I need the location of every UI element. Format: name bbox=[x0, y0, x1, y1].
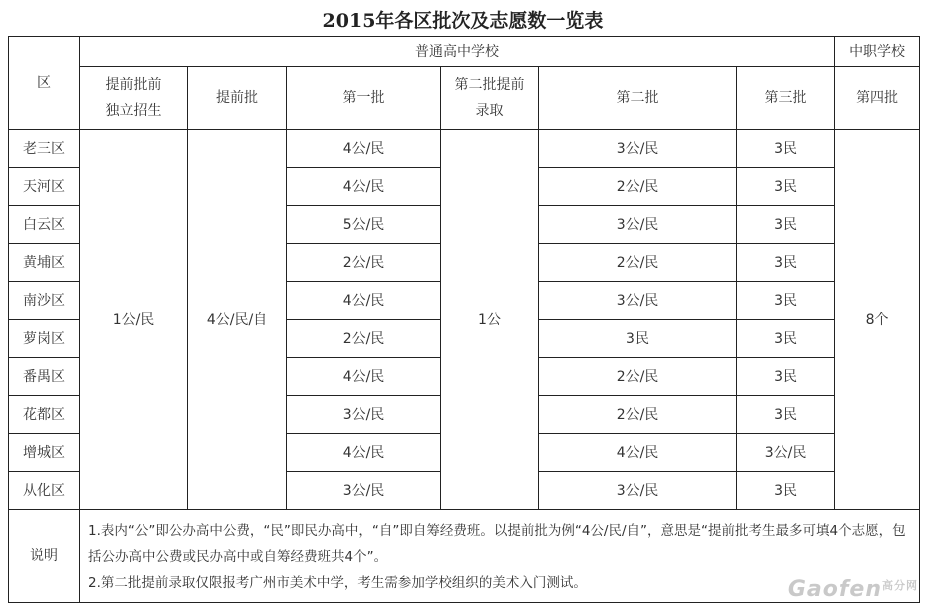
third-batch-cell: 3民 bbox=[737, 282, 835, 320]
third-batch-cell: 3民 bbox=[737, 168, 835, 206]
third-batch-cell: 3民 bbox=[737, 130, 835, 168]
district-cell: 从化区 bbox=[9, 472, 80, 510]
district-cell: 老三区 bbox=[9, 130, 80, 168]
second-batch-cell: 3公/民 bbox=[539, 130, 737, 168]
page-title: 2015年各区批次及志愿数一览表 bbox=[322, 10, 604, 32]
column-header: 提前批 bbox=[188, 67, 287, 130]
district-cell: 番禺区 bbox=[9, 358, 80, 396]
third-batch-cell: 3公/民 bbox=[737, 434, 835, 472]
third-batch-cell: 3民 bbox=[737, 472, 835, 510]
third-batch-cell: 3民 bbox=[737, 320, 835, 358]
early-independent-cell: 1公/民 bbox=[80, 130, 188, 510]
district-cell: 天河区 bbox=[9, 168, 80, 206]
general-high-header: 普通高中学校 bbox=[80, 37, 835, 67]
first-batch-cell: 5公/民 bbox=[287, 206, 441, 244]
second-batch-cell: 3民 bbox=[539, 320, 737, 358]
column-header: 提前批前 独立招生 bbox=[80, 67, 188, 130]
early-batch-cell: 4公/民/自 bbox=[188, 130, 287, 510]
watermark-logo bbox=[788, 577, 918, 602]
second-early-cell: 1公 bbox=[441, 130, 539, 510]
first-batch-cell: 3公/民 bbox=[287, 472, 441, 510]
first-batch-cell: 2公/民 bbox=[287, 320, 441, 358]
table-row bbox=[9, 130, 920, 168]
third-batch-cell: 3民 bbox=[737, 206, 835, 244]
vocational-header: 中职学校 bbox=[835, 37, 920, 67]
column-header: 第二批 bbox=[539, 67, 737, 130]
first-batch-cell: 4公/民 bbox=[287, 358, 441, 396]
column-header: 第三批 bbox=[737, 67, 835, 130]
note-1: 1.表内“公”即公办高中公费，“民”即民办高中，“自”即自筹经费班。以提前批为例“4公/民/自”，意思是“提前批考生最多可填4个志愿，包括公办高中公费或民办高中或自筹经费班共4个”。 bbox=[88, 523, 906, 565]
second-batch-cell: 2公/民 bbox=[539, 244, 737, 282]
second-batch-cell: 2公/民 bbox=[539, 396, 737, 434]
third-batch-cell: 3民 bbox=[737, 396, 835, 434]
second-batch-cell: 3公/民 bbox=[539, 472, 737, 510]
second-batch-cell: 3公/民 bbox=[539, 282, 737, 320]
district-cell: 黄埔区 bbox=[9, 244, 80, 282]
second-batch-cell: 3公/民 bbox=[539, 206, 737, 244]
first-batch-cell: 4公/民 bbox=[287, 168, 441, 206]
column-header: 第一批 bbox=[287, 67, 441, 130]
third-batch-cell: 3民 bbox=[737, 358, 835, 396]
batch-table bbox=[8, 36, 920, 603]
first-batch-cell: 4公/民 bbox=[287, 130, 441, 168]
district-cell: 南沙区 bbox=[9, 282, 80, 320]
district-cell: 花都区 bbox=[9, 396, 80, 434]
district-cell: 增城区 bbox=[9, 434, 80, 472]
watermark-sub: 高分网 bbox=[882, 579, 918, 592]
second-batch-cell: 2公/民 bbox=[539, 168, 737, 206]
column-header: 第二批提前 录取 bbox=[441, 67, 539, 130]
second-batch-cell: 4公/民 bbox=[539, 434, 737, 472]
district-cell: 白云区 bbox=[9, 206, 80, 244]
first-batch-cell: 4公/民 bbox=[287, 282, 441, 320]
first-batch-cell: 2公/民 bbox=[287, 244, 441, 282]
district-header: 区 bbox=[9, 37, 80, 130]
district-cell: 萝岗区 bbox=[9, 320, 80, 358]
notes-label: 说明 bbox=[9, 510, 80, 603]
first-batch-cell: 4公/民 bbox=[287, 434, 441, 472]
note-2: 2.第二批提前录取仅限报考广州市美术中学，考生需参加学校组织的美术入门测试。 bbox=[88, 575, 587, 591]
watermark-text: Gaofen bbox=[787, 577, 882, 602]
fourth-batch-cell: 8个 bbox=[835, 130, 920, 510]
second-batch-cell: 2公/民 bbox=[539, 358, 737, 396]
column-header: 第四批 bbox=[835, 67, 920, 130]
first-batch-cell: 3公/民 bbox=[287, 396, 441, 434]
third-batch-cell: 3民 bbox=[737, 244, 835, 282]
